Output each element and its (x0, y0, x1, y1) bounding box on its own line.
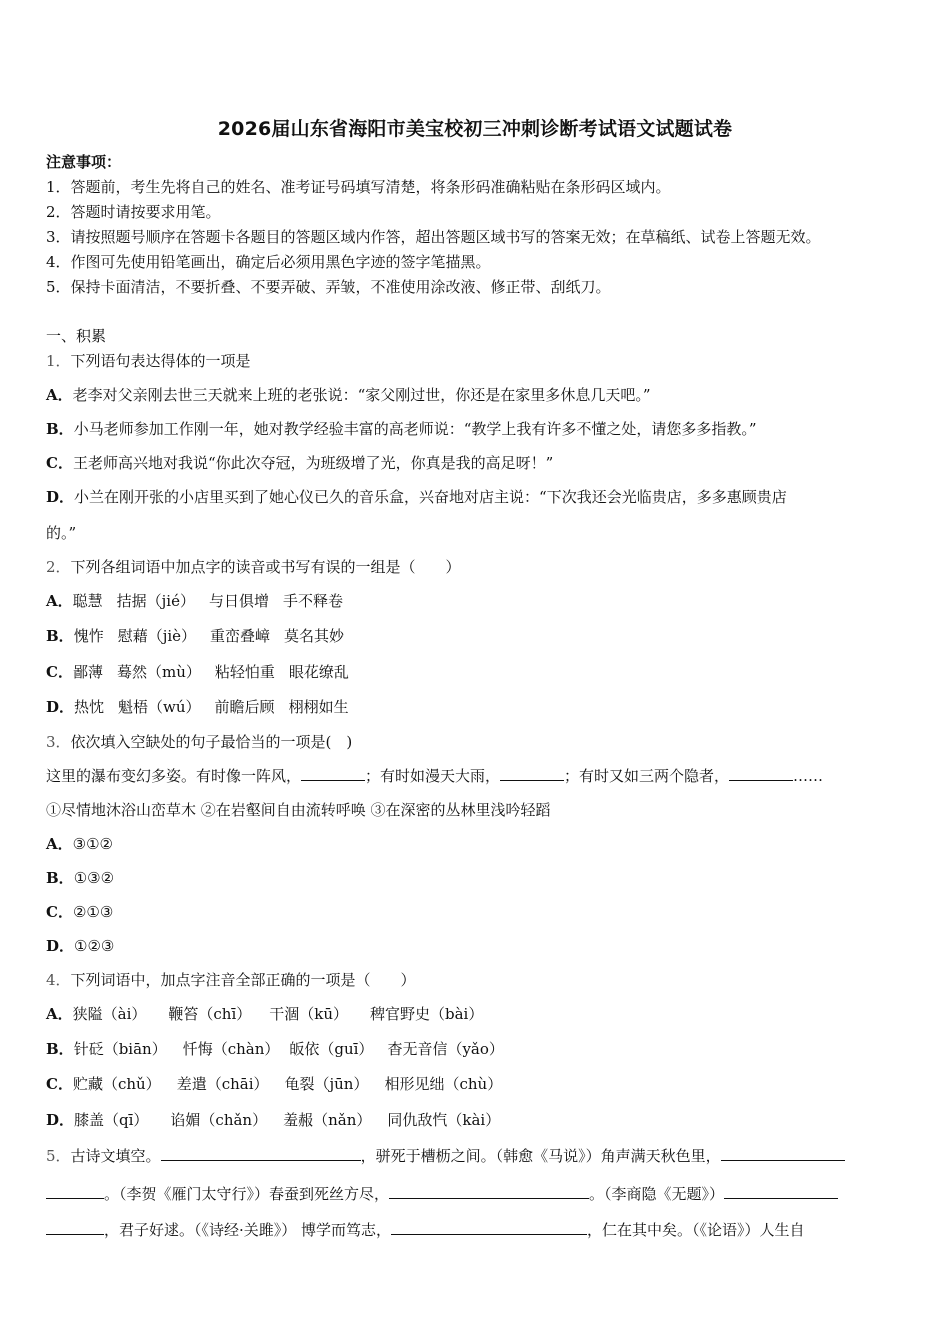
section-heading: 一、积累 (46, 327, 107, 345)
page-title: 2026届山东省海阳市美宝校初三冲刺诊断考试语文试题试卷 (217, 118, 733, 140)
option-label: B． (46, 627, 74, 645)
question-1-option-d (46, 487, 787, 507)
question-2-option-a (46, 591, 343, 611)
question-number: 3． (46, 733, 71, 751)
question-5-line-3 (46, 1220, 805, 1240)
question-text: ，君子好逑。（《诗经·关雎》） 博学而笃志， (104, 1221, 392, 1239)
option-text: ③①② (72, 835, 113, 853)
question-text: 下列语句表达得体的一项是 (70, 352, 251, 370)
question-number: 4． (46, 971, 71, 989)
word: 粘轻怕重 (214, 663, 275, 681)
question-1-option-d-continued: 的。” (46, 524, 77, 542)
option-text: 小马老师参加工作刚一年，她对教学经验丰富的高老师说：“教学上我有许多不懂之处，请您多多指教。” (73, 420, 757, 438)
option-text: 小兰在刚开张的小店里买到了她心仪已久的音乐盒，兴奋地对店主说：“下次我还会光临贵店，多多惠顾贵店 (74, 488, 787, 506)
option-label: B． (46, 869, 74, 887)
word: 稗官野史（bài） (370, 1005, 484, 1023)
answer-blank[interactable] (724, 1184, 838, 1199)
passage-text: ；有时又如三两个隐者， (564, 767, 730, 785)
word: 同仇敌忾（kài） (387, 1111, 501, 1129)
word: 羞赧（nǎn） (283, 1111, 372, 1129)
word: 魁梧（wú） (118, 698, 201, 716)
option-label: D． (46, 698, 75, 716)
notice-item-5: 5．保持卡面清洁，不要折叠、不要弄破、弄皱，不准使用涂改液、修正带、刮纸刀。 (46, 278, 611, 296)
question-3-passage (46, 766, 823, 786)
question-3-choices: ①尽情地沐浴山峦草木 ②在岩壑间自由流转呼唤 ③在深密的丛林里浅吟轻蹈 (46, 801, 551, 819)
word: 手不释卷 (283, 592, 344, 610)
word: 拮据（jié） (116, 592, 195, 610)
question-2-stem (46, 557, 461, 577)
question-1-option-a (46, 385, 650, 405)
question-4-option-d (46, 1110, 500, 1130)
answer-blank[interactable] (721, 1146, 845, 1161)
word: 慰藉（jiè） (117, 627, 197, 645)
word: 膝盖（qī） (74, 1111, 149, 1129)
word: 针砭（biān） (73, 1040, 167, 1058)
question-3-stem (46, 732, 352, 752)
question-text: ，仁在其中矣。（《论语》）人生自 (587, 1221, 805, 1239)
word: 谄媚（chǎn） (170, 1111, 268, 1129)
question-4-option-a (46, 1004, 483, 1024)
word: 贮藏（chǔ） (72, 1075, 161, 1093)
question-text: 下列词语中，加点字注音全部正确的一项是（ ） (70, 971, 416, 989)
passage-text: 这里的瀑布变幻多姿。有时像一阵风， (46, 767, 302, 785)
question-1-option-c (46, 453, 553, 473)
question-text: 。（李商隐《无题》） (589, 1185, 725, 1203)
answer-blank[interactable] (389, 1184, 589, 1199)
word: 龟裂（jūn） (284, 1075, 369, 1093)
word: 狭隘（ài） (72, 1005, 147, 1023)
notice-item-4: 4．作图可先使用铅笔画出，确定后必须用黑色字迹的签字笔描黑。 (46, 253, 491, 271)
option-label: C． (46, 663, 73, 681)
answer-blank[interactable] (161, 1146, 361, 1161)
option-label: C． (46, 903, 73, 921)
question-2-option-c (46, 662, 349, 682)
question-3-option-a (46, 834, 113, 854)
question-4-stem (46, 970, 416, 990)
word: 与日俱增 (208, 592, 269, 610)
word: 皈依（guī） (289, 1040, 374, 1058)
passage-text: ；有时如漫天大雨， (365, 767, 501, 785)
option-label: D． (46, 937, 75, 955)
question-3-option-d (46, 936, 114, 956)
option-label: A． (46, 592, 73, 610)
option-label: B． (46, 420, 74, 438)
question-number: 2． (46, 558, 71, 576)
question-3-option-b (46, 868, 114, 888)
word: 差遣（chāi） (176, 1075, 269, 1093)
word: 蓦然（mù） (116, 663, 201, 681)
word: 相形见绌（chù） (384, 1075, 503, 1093)
word: 前瞻后顾 (214, 698, 275, 716)
option-label: B． (46, 1040, 74, 1058)
question-4-option-c (46, 1074, 502, 1094)
answer-blank[interactable] (46, 1184, 104, 1199)
option-text: ①②③ (74, 937, 115, 955)
word: 栩栩如生 (288, 698, 349, 716)
option-label: C． (46, 1075, 73, 1093)
notice-item-3: 3．请按照题号顺序在答题卡各题目的答题区域内作答，超出答题区域书写的答案无效；在草稿纸、试卷上答题无效。 (46, 228, 821, 246)
word: 鞭笞（chī） (168, 1005, 252, 1023)
option-text: ②①③ (72, 903, 114, 921)
passage-text: …… (793, 767, 824, 785)
option-label: C． (46, 454, 73, 472)
question-text: 下列各组词语中加点字的读音或书写有误的一组是（ ） (70, 558, 461, 576)
question-text: ，骈死于槽枥之间。（韩愈《马说》）角声满天秋色里， (360, 1147, 721, 1165)
question-1-stem (46, 351, 251, 371)
question-text: 依次填入空缺处的句子最恰当的一项是( ) (70, 733, 353, 751)
option-label: A． (46, 1005, 73, 1023)
question-3-option-c (46, 902, 113, 922)
word: 杳无音信（yǎo） (387, 1040, 504, 1058)
answer-blank[interactable] (500, 766, 564, 781)
notice-item-1: 1．答题前，考生先将自己的姓名、准考证号码填写清楚，将条形码准确粘贴在条形码区域内。 (46, 178, 671, 196)
word: 忏悔（chàn） (182, 1040, 280, 1058)
option-text: 老李对父亲刚去世三天就来上班的老张说：“家父刚过世，你还是在家里多休息几天吧。” (72, 386, 651, 404)
answer-blank[interactable] (729, 766, 793, 781)
option-label: A． (46, 835, 73, 853)
question-2-option-b (46, 626, 344, 646)
word: 干涸（kū） (269, 1005, 349, 1023)
notice-item-2: 2．答题时请按要求用笔。 (46, 203, 221, 221)
word: 鄙薄 (72, 663, 103, 681)
answer-blank[interactable] (301, 766, 365, 781)
answer-blank[interactable] (46, 1220, 104, 1235)
question-text: 古诗文填空。 (70, 1147, 161, 1165)
word: 愧怍 (73, 627, 104, 645)
option-label: D． (46, 488, 75, 506)
question-5-line-1 (46, 1146, 845, 1166)
notice-heading: 注意事项： (46, 153, 122, 171)
question-2-option-d (46, 697, 349, 717)
word: 聪慧 (72, 592, 103, 610)
question-5-line-2 (46, 1184, 838, 1204)
option-text: ①③② (73, 869, 115, 887)
answer-blank[interactable] (391, 1220, 587, 1235)
question-text: 。（李贺《雁门太守行》）春蚕到死丝方尽， (104, 1185, 390, 1203)
option-text: 王老师高兴地对我说“你此次夺冠，为班级增了光，你真是我的高足呀！” (72, 454, 554, 472)
option-label: D． (46, 1111, 75, 1129)
word: 重峦叠嶂 (210, 627, 271, 645)
word: 热忱 (74, 698, 105, 716)
question-number: 5． (46, 1147, 71, 1165)
question-1-option-b (46, 419, 757, 439)
question-number: 1． (46, 352, 71, 370)
option-label: A． (46, 386, 73, 404)
word: 莫名其妙 (284, 627, 345, 645)
question-4-option-b (46, 1039, 504, 1059)
word: 眼花缭乱 (288, 663, 349, 681)
